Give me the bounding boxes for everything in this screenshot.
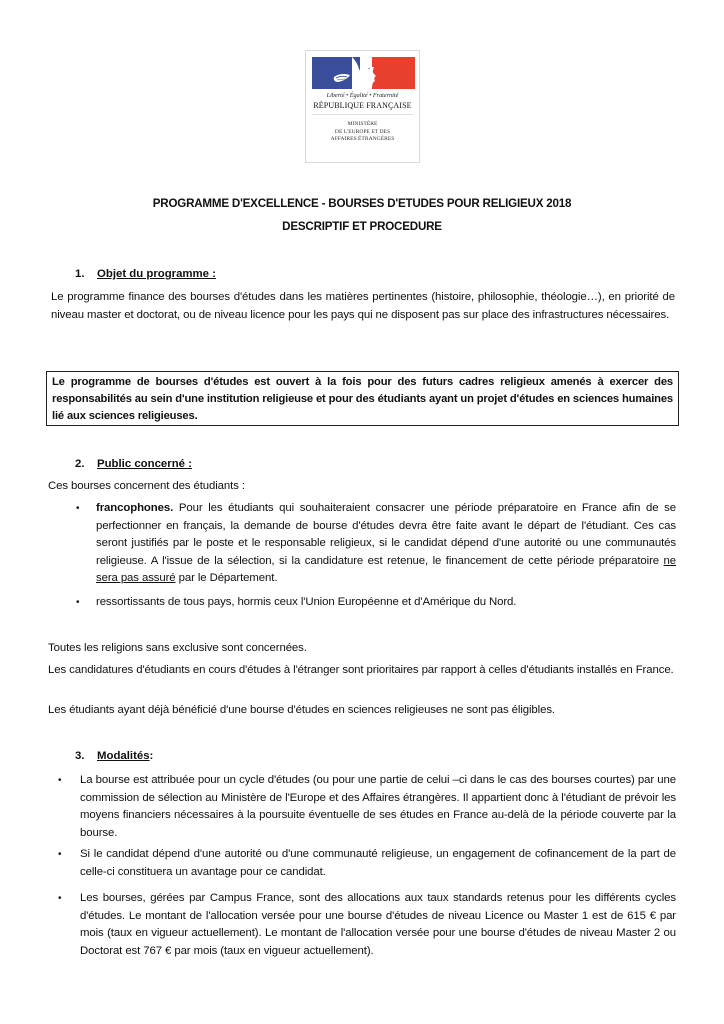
section-2-paragraph-3: Les étudiants ayant déjà bénéficié d'une bourse d'études en sciences religieuses ne sont pas éligibles. <box>48 704 555 716</box>
section-title: Objet du programme : <box>97 268 216 280</box>
list-item-text-end: par le Département. <box>175 572 278 584</box>
section-2-paragraph-1: Toutes les religions sans exclusive sont concernées. <box>48 642 307 654</box>
bullet-icon: • <box>58 849 62 860</box>
section-title-suffix: : <box>149 750 154 762</box>
section-1-heading <box>75 266 216 283</box>
ministry-line-2: DE L'EUROPE ET DES <box>334 128 391 135</box>
document-title: PROGRAMME D'EXCELLENCE - BOURSES D'ETUDES POUR RELIGIEUX 2018 <box>152 197 572 210</box>
list-item-modalite-1 <box>58 772 676 842</box>
document-subtitle: DESCRIPTIF ET PROCEDURE <box>282 220 442 233</box>
section-2-intro: Ces bourses concernent des étudiants : <box>48 480 245 492</box>
list-item-text: La bourse est attribuée pour un cycle d'études (ou pour une partie de celui –ci dans le cas des bourses courtes) par une commission de sélection au Ministère de l'Europe et des Affaires étrangères. Il appartient donc à l'étudiant de prévoir les moyens financiers nécessaires à la poursuite éventuelle de ses études en France au-delà de la période couverte par la bourse. <box>80 774 676 839</box>
section-number: 2. <box>75 458 85 470</box>
logo-ministry-name <box>306 121 419 144</box>
boxed-note: Le programme de bourses d'études est ouvert à la fois pour des futurs cadres religieux amenés à exercer des responsabilités au sein d'une institution religieuse et pour des étudiants ayant un projet d'études en sciences humaines lié aux sciences religieuses. <box>46 371 679 426</box>
list-item-francophones <box>76 500 676 588</box>
ministry-line-1: MINISTÈRE <box>347 121 378 127</box>
bold-lead: francophones. <box>96 502 174 514</box>
ministry-line-3: AFFAIRES ÉTRANGÈRES <box>330 136 395 143</box>
list-item-text: Si le candidat dépend d'une autorité ou d'une communauté religieuse, un engagement de cofinancement de la part de celle-ci constituera un avantage pour ce candidat. <box>80 848 676 878</box>
bullet-icon: • <box>58 775 62 786</box>
marianne-flag-icon <box>312 57 415 89</box>
logo-republic-name: RÉPUBLIQUE FRANÇAISE <box>313 101 412 110</box>
list-item-modalite-3 <box>58 890 676 960</box>
section-number: 3. <box>75 750 85 762</box>
republique-francaise-logo <box>305 50 420 163</box>
list-item-text: Pour les étudiants qui souhaiteraient consacrer une période préparatoire en France afin de se perfectionner en français, la demande de bourse d'études devra être faite avant le départ de l'étudiant. Ces cas seront justifiés par le poste et le responsable religieux, si le candidat dépend d'une autorité ou une communautés religieuse. A l'issue de la sélection, si la candidature est retenue, le financement de cette période préparatoire <box>96 502 676 567</box>
section-title: Modalités <box>97 750 150 762</box>
section-title: Public concerné : <box>97 458 192 470</box>
section-3-heading <box>75 748 153 765</box>
list-item-text: Les bourses, gérées par Campus France, sont des allocations aux taux standards retenus pour les différents cycles d'études. Le montant de l'allocation versée pour une bourse d'études de niveau Licence ou Master 1 est de 615 € par mois (taux en vigueur actuellement). Le montant de l'allocation versée pour une bourse d'études de niveau Master 2 ou Doctorat est 767 € par mois (taux en vigueur actuellement). <box>80 892 676 957</box>
bullet-icon: • <box>76 503 80 514</box>
underlined-text: ne sera pas assuré <box>96 554 676 584</box>
list-item-ressortissants <box>76 594 676 612</box>
logo-divider <box>312 114 413 115</box>
bullet-icon: • <box>58 893 62 904</box>
list-item-text: ressortissants de tous pays, hormis ceux l'Union Européenne et d'Amérique du Nord. <box>96 596 517 608</box>
section-2-heading <box>75 456 192 473</box>
section-1-paragraph: Le programme finance des bourses d'études dans les matières pertinentes (histoire, philosophie, théologie…), en priorité de niveau master et doctorat, ou de niveau licence pour les pays qui ne disposent pas sur place des infrastructures nécessaires. <box>51 291 675 321</box>
section-2-paragraph-2: Les candidatures d'étudiants en cours d'études à l'étranger sont prioritaires par rapport à celles d'étudiants installés en France. <box>48 664 674 676</box>
logo-motto: Liberté • Égalité • Fraternité <box>326 92 399 99</box>
list-item-modalite-2 <box>58 846 676 881</box>
section-number: 1. <box>75 268 85 280</box>
bullet-icon: • <box>76 597 80 608</box>
